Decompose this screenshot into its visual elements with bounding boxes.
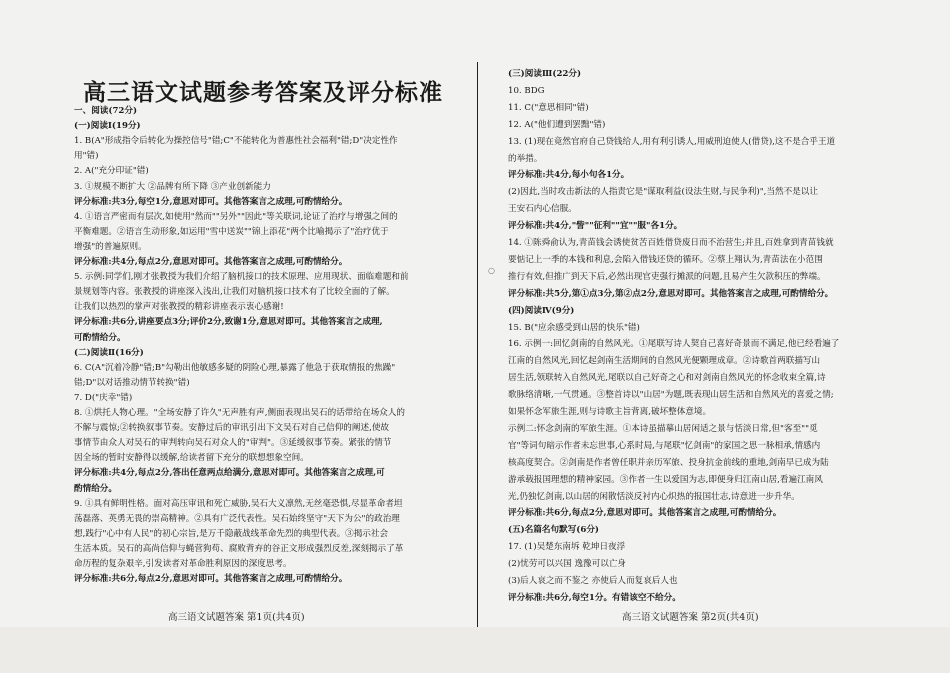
left-line: 评分标准:共3分,每空1分,意思对即可。其他答案言之成理,可酌情给分。: [74, 196, 348, 207]
left-line: 景规划等内容。张教授的讲座深入浅出,让我们对脑机接口技术有了比较全面的了解。: [74, 287, 395, 298]
left-line: 1. B(A"形成指令后转化为操控信号"错;C"不能转化为普惠性社会福利"错;D"决定性作: [74, 136, 398, 147]
page-1-footer: 高三语文试题答案 第1页(共4页): [168, 612, 305, 623]
left-line: 2. A("充分印证"错): [74, 166, 149, 177]
left-line: 评分标准:共6分,讲座要点3分;评价2分,致谢1分,意思对即可。其他答案言之成理,: [74, 317, 383, 328]
page-2-footer: 高三语文试题答案 第2页(共4页): [622, 612, 759, 623]
left-line: 可酌情给分。: [74, 332, 126, 343]
left-line: 平衡难题。②语言生动形象,如运用"雪中送炭""锦上添花"两个比喻揭示了"治疗优于: [74, 226, 389, 237]
left-line: 4. ①语言严密而有层次,如使用"然而""另外""因此"等关联词,论证了治疗与增强之间的: [74, 211, 398, 222]
right-line: (五)名篇名句默写(6分): [508, 525, 599, 536]
right-line: 13. (1)现在竟然官府自己贷钱给人,用有利引诱人,用威刑迫使人(借贷),这不是合乎王道: [508, 136, 836, 147]
right-line: 如果怀念军旅生涯,则与诗歌主旨背离,破坏整体意境。: [508, 407, 712, 417]
left-line: 用"错): [74, 151, 99, 162]
right-line: (2)因此,当时攻击新法的人指责它是"谋取利益(设法生财,与民争利)",当然不是以让: [508, 187, 818, 198]
right-line: 11. C("意思相同"错): [508, 102, 589, 113]
left-line: 想,践行"心中有人民"的初心宗旨,是万千隐蔽战线革命先烈的典型代表。③揭示社会: [74, 528, 389, 539]
right-line: (2)忧劳可以兴国 逸豫可以亡身: [508, 559, 627, 570]
left-line: (二)阅读Ⅱ(16分): [74, 347, 144, 358]
left-line: 7. D("庆幸"错): [74, 392, 133, 403]
left-line: 事情节由众人对吴石的审判转向吴石对众人的"审判"。③延缓叙事节奏。紧张的情节: [74, 438, 392, 449]
left-line: 评分标准:共4分,每点2分,答出任意两点给满分,意思对即可。其他答案言之成理,可: [74, 468, 385, 479]
right-line: 居生活,领联转入自然风光,尾联以自己好奇之心和对剑南自然风光的怀念收束全篇,诗: [508, 373, 826, 384]
left-line: 荡磊落、英勇无畏的崇高精神。②具有广泛代表性。吴石始终坚守"天下为公"的政治理: [74, 513, 400, 524]
right-line: 江南的自然风光,回忆起剑南生活期间的自然风光便颗理成章。②诗歌首两联描写山: [508, 356, 821, 367]
right-line: 评分标准:共5分,第①点3分,第②点2分,意思对即可。其他答案言之成理,可酌情给分。: [508, 288, 834, 299]
right-line: 歌脉络清晰,一气贯通。③整首诗以"山居"为题,既表现山居生活和自然风光的喜爱之情;: [508, 390, 834, 401]
right-line: 游承载报国理想的精神家园。③作者一生以爱国为志,即便身归江南山居,看遍江南风: [508, 474, 823, 485]
right-line: 10. BDG: [508, 85, 545, 96]
right-line: 评分标准:共6分,每空1分。有错该空不给分。: [508, 592, 681, 603]
left-line: 生活本质。吴石的高尚信仰与蝇营狗苟、腐败背弃的谷正文形成强烈反差,深刻揭示了革: [74, 543, 404, 554]
right-line: 15. B("应余感受到山居的快乐"错): [508, 322, 640, 333]
left-line: 5. 示例:同学们,刚才张教授为我们介绍了脑机接口的技术原理、应用现状、面临难题和前: [74, 272, 409, 283]
center-fold-divider: [477, 62, 478, 627]
right-line: 12. A("他们遭到罢黜"错): [508, 119, 606, 130]
right-line: 的举措。: [508, 153, 543, 164]
left-line: 让我们以热烈的掌声对张教授的精彩讲座表示衷心感谢!: [74, 302, 284, 313]
scan-bottom-edge: [0, 627, 950, 673]
left-line: 酌情给分。: [74, 483, 117, 494]
left-line: 不解与震惊;②转换叙事节奏。安静过后的审讯引出下文吴石对自己信仰的阐述,使故: [74, 423, 390, 434]
right-line: 16. 示例一:回忆剑南的自然风光。①尾联写诗人契自己喜好奇景而不满足,他已经看遍了: [508, 339, 840, 350]
left-line: 因全场的暂时安静得以缓解,给读者留下充分的联想想象空间。: [74, 453, 309, 464]
left-line: 评分标准:共4分,每点2分,意思对即可。其他答案言之成理,可酌情给分。: [74, 257, 348, 267]
right-line: 示例二:怀念剑南的军旅生涯。①本诗虽描摹山居闲适之景与恬淡日常,但"客至""觅: [508, 423, 818, 434]
right-line: 评分标准:共4分,"訾""征利""宜""服"各1分。: [508, 221, 683, 232]
left-line: 增强"的普遍原则。: [74, 241, 147, 252]
left-line: 3. ①规模不断扩大 ②品牌有所下降 ③产业创新能力: [74, 181, 271, 192]
right-line: 14. ①陈舜俞认为,青苗钱会诱使贫苦百姓借贷废日而不治营生;并且,百姓拿到青苗钱就: [508, 238, 834, 248]
left-line: 6. C(A"沉着冷静"错;B"勾勒出他敏感多疑的阴险心理,暴露了他急于获取情报的焦躁": [74, 362, 396, 373]
right-line: 官"等词句暗示作者未忘世事,心系时局,与尾联"忆剑南"的家国之思一脉相承,情感内: [508, 440, 821, 451]
left-line: 9. ①具有鲜明性格。面对高压审讯和死亡威胁,吴石大义凛然,无丝毫恐惧,尽显革命者坦: [74, 498, 403, 509]
right-line: 光,仍独忆剑南,以山居的闲散恬淡反衬内心炽热的报国壮志,诗意进一步升华。: [508, 491, 800, 502]
left-line: (一)阅读Ⅰ(19分): [74, 121, 141, 132]
right-line: 17. (1)吴楚东南坼 乾坤日夜浮: [508, 542, 626, 553]
left-line: 评分标准:共6分,每点2分,意思对即可。其他答案言之成理,可酌情给分。: [74, 574, 348, 585]
right-line: 要惦记上一季的本钱和利息,会陷入借钱还贷的循环。②蔡上翔认为,青苗法在小范围: [508, 254, 823, 265]
left-line: 一、阅读(72分): [74, 106, 138, 116]
right-line: 评分标准:共6分,每点2分,意思对即可。其他答案言之成理,可酌情给分。: [508, 508, 782, 519]
right-line: 推行有效,但推广到天下后,必然出现官吏强行摊派的问题,且易产生欠款积压的弊端。: [508, 271, 826, 282]
right-line: 王安石内心信服。: [508, 204, 577, 215]
right-line: (3)后人哀之而不鉴之 亦使后人而复哀后人也: [508, 576, 678, 586]
right-line: (四)阅读Ⅳ(9分): [508, 305, 575, 316]
left-line: 8. ①烘托人物心理。"全场安静了许久"无声胜有声,侧面表现出吴石的话带给在场众人的: [74, 408, 405, 418]
right-line: 评分标准:共4分,每小句各1分。: [508, 170, 630, 181]
right-line: 核高度契合。②剑南是作者曾任职并亲历军旅、投身抗金前线的重地,剑南早已成为陆: [508, 457, 829, 468]
binding-hole-mark: ○: [488, 266, 495, 275]
left-line: 命历程的复杂艰辛,引发读者对革命胜利原因的深度思考。: [74, 559, 292, 569]
right-line: (三)阅读Ⅲ(22分): [508, 69, 582, 79]
left-line: 错;D"以对话推动情节转换"错): [74, 377, 190, 388]
page-title: 高三语文试题参考答案及评分标准: [83, 79, 443, 106]
